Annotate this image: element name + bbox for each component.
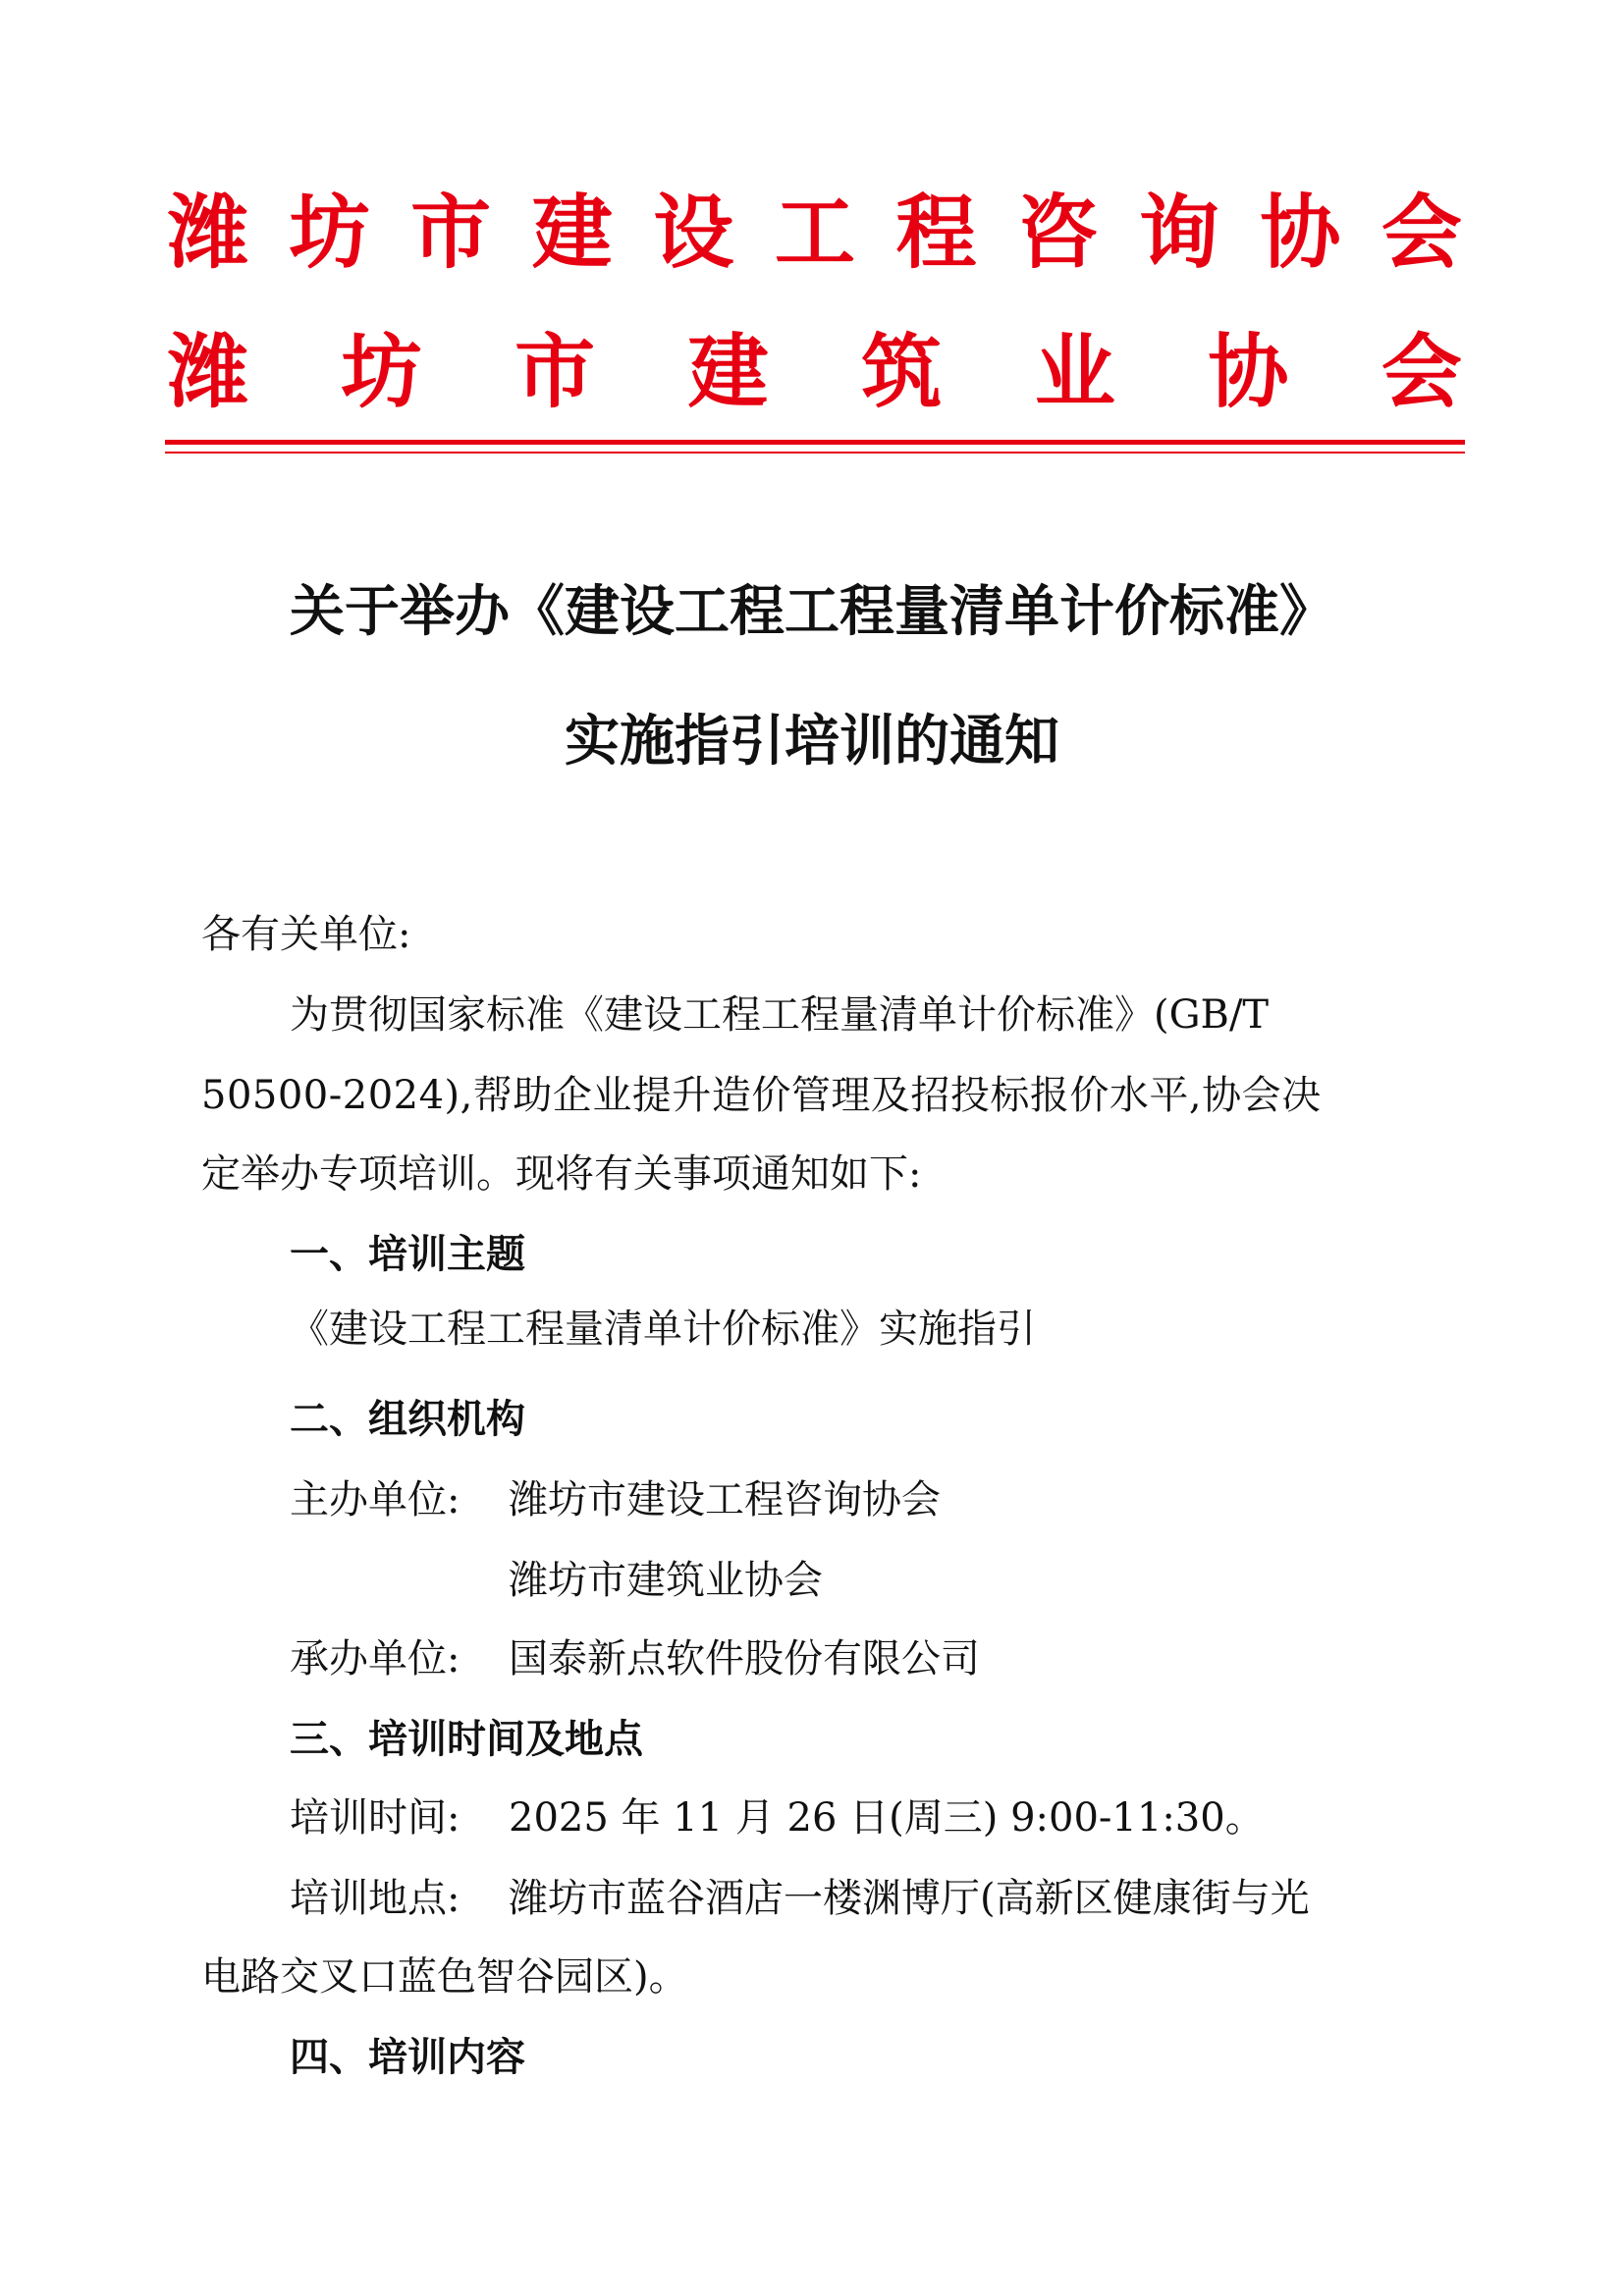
section-4-heading: 四、培训内容 [290,2035,525,2080]
time-value: 2025 年 11 月 26 日(周三) 9:00-11:30。 [509,1795,1265,1841]
section-2-heading: 二、组织机构 [290,1397,525,1442]
letterhead-rule-thick [165,440,1465,445]
time-label: 培训时间: [290,1795,460,1841]
letterhead-char: 协 [1260,187,1341,280]
letterhead-char: 业 [1034,326,1115,419]
salutation: 各有关单位: [201,912,411,957]
place-label: 培训地点: [290,1876,460,1921]
intro-paragraph-line-1 [290,989,1434,1041]
letterhead-char: 潍 [167,187,248,280]
letterhead-char: 建 [687,326,769,419]
section-3-heading: 三、培训时间及地点 [290,1717,643,1762]
letterhead-char: 程 [895,187,977,280]
letterhead-char: 建 [531,187,613,280]
letterhead-char: 会 [1380,187,1462,280]
letterhead-rule-thin [165,452,1465,454]
organizer-2: 潍坊市建筑业协会 [509,1558,823,1603]
letterhead-line-2 [167,326,1463,419]
letterhead-char: 筑 [861,326,943,419]
letterhead-char: 坊 [341,326,422,419]
contractor-label: 承办单位: [290,1636,460,1682]
letterhead-char: 会 [1380,326,1462,419]
letterhead-char: 咨 [1017,187,1099,280]
letterhead-char: 询 [1138,187,1219,280]
document-title-line-1: 关于举办《建设工程工程量清单计价标准》 [290,579,1334,644]
letterhead-char: 潍 [167,326,248,419]
letterhead-char: 工 [774,187,855,280]
letterhead-char: 坊 [289,187,370,280]
intro-line-1-text: 为贯彻国家标准《建设工程工程量清单计价标准》(GB/T [290,992,1270,1038]
intro-paragraph-line-3: 定举办专项培训。现将有关事项通知如下: [201,1151,922,1197]
organizer-label: 主办单位: [290,1477,460,1522]
organizer-1: 潍坊市建设工程咨询协会 [509,1477,941,1522]
place-value-line-1: 潍坊市蓝谷酒店一楼渊博厅(高新区健康街与光 [509,1876,1310,1921]
contractor-name: 国泰新点软件股份有限公司 [509,1636,980,1682]
section-1-text: 《建设工程工程量清单计价标准》实施指引 [290,1307,1036,1352]
section-1-heading: 一、培训主题 [290,1232,525,1277]
letterhead-char: 协 [1208,326,1289,419]
document-title-line-2: 实施指引培训的通知 [565,709,1059,774]
letterhead-char: 市 [514,326,596,419]
letterhead-char: 市 [410,187,492,280]
letterhead-line-1 [167,187,1463,280]
letterhead-char: 设 [653,187,734,280]
intro-paragraph-line-2: 50500-2024),帮助企业提升造价管理及招投标报价水平,协会决 [201,1073,1322,1118]
place-value-line-2: 电路交叉口蓝色智谷园区)。 [201,1954,688,2000]
